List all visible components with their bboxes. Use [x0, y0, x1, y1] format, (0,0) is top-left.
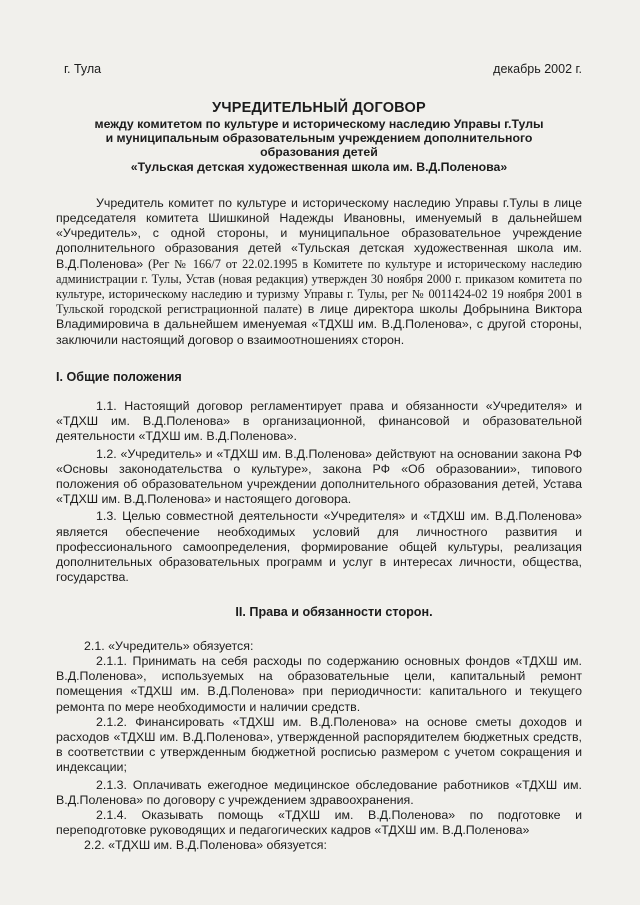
title-subtitle — [56, 117, 582, 174]
clause-1-3: 1.3. Целью совместной деятельности «Учредителя» и «ТДХШ им. В.Д.Поленова» является обеспечение необходимых условий для личностного развития и профессионального самоопределения, формирование общей культуры, реализация дополнительных образовательных программ и услуг в интересах личности, общества, государства. — [56, 509, 582, 585]
clause-2-2: 2.2. «ТДХШ им. В.Д.Поленова» обязуется: — [84, 838, 327, 853]
clause-2-1-4: 2.1.4. Оказывать помощь «ТДХШ им. В.Д.Поленова» по подготовке и переподготовке руководящих и педагогических кадров «ТДХШ им. В.Д.Поленова» — [56, 807, 582, 838]
section1-heading: I. Общие положения — [56, 369, 182, 384]
clause-2-1-3: 2.1.3. Оплачивать ежегодное медицинское обследование работников «ТДХШ им. В.Д.Поленова» по договору с учреждением здравоохранения. — [56, 777, 582, 807]
subtitle-line: между комитетом по культуре и историческому наследию Управы г.Тулы — [94, 117, 544, 131]
date-label: декабрь 2002 г. — [493, 62, 582, 76]
city-label: г. Тула — [64, 62, 102, 76]
intro-part3: в лице директора школы Добрынина Виктора Владимировича в дальнейшем именуемая «ТДХШ им. В.Д.Поленова», с другой стороны, заключили настоящий договор о взаимоотношениях сторон. — [56, 302, 582, 347]
clause-1-2: 1.2. «Учредитель» и «ТДХШ им. В.Д.Поленова» действуют на основании закона РФ «Основы законодательства о культуре», закона РФ «Об образовании», типового положения об образовательном учреждении дополнительного образования детей, Устава «ТДХШ им. В.Д.Поленова» и настоящего договора. — [56, 446, 582, 507]
section2-heading: II. Права и обязанности сторон. — [235, 605, 433, 620]
intro-registration: (Рег № 166/7 от 22.02.1995 в Комитете по культуре и историческому наследию администрации г. Тулы, Устав (новая редакция) утвержден 30 ноября 2000 г. приказом комитета по культуре, историческому наследию и туризму Управы г. Тулы, рег № 0011424-02 19 ноября 2001 в Тульской городской регистрационной палате) — [56, 256, 582, 317]
subtitle-line: «Тульская детская художественная школа им. В.Д.Поленова» — [130, 159, 508, 174]
clause-2-1-1: 2.1.1. Принимать на себя расходы по содержанию основных фондов «ТДХШ им. В.Д.Поленова», используемых на образовательные цели, капитальный ремонт помещения «ТДХШ им. В.Д.Поленова» при периодичности: капитального и текущего ремонта по мере необходимости и наличии средств. — [56, 653, 582, 714]
subtitle-line: и муниципальным образовательным учреждением дополнительного — [105, 131, 533, 146]
subtitle-line: образования детей — [260, 145, 378, 160]
title-main: УЧРЕДИТЕЛЬНЫЙ ДОГОВОР — [212, 100, 426, 116]
clause-1-1: 1.1. Настоящий договор регламентирует права и обязанности «Учредителя» и «ТДХШ им. В.Д.Поленова» в организационной, финансовой и образовательной деятельности «ТДХШ им. В.Д.Поленова». — [56, 399, 582, 444]
document-header — [56, 0, 582, 100]
intro-paragraph — [56, 196, 582, 348]
clause-2-1: 2.1. «Учредитель» обязуется: — [84, 638, 254, 653]
intro-part1: Учредитель комитет по культуре и историческому наследию Управы г.Тулы в лице председателя комитета Шишкиной Надежды Ивановны, именуемый в дальнейшем «Учредитель», с одной стороны, и муниципальное образовательное учреждение дополнительного образования детей «Тульская детская художественная школа им. В.Д.Поленова» — [56, 195, 582, 271]
clause-2-1-2: 2.1.2. Финансировать «ТДХШ им. В.Д.Поленова» на основе сметы доходов и расходов «ТДХШ им. В.Д.Поленова», утвержденной распорядителем бюджетных средств, в соответствии с утвержденным бюджетной росписью размером с учетом сокращения и индексации; — [56, 714, 582, 775]
document-title — [56, 100, 582, 174]
